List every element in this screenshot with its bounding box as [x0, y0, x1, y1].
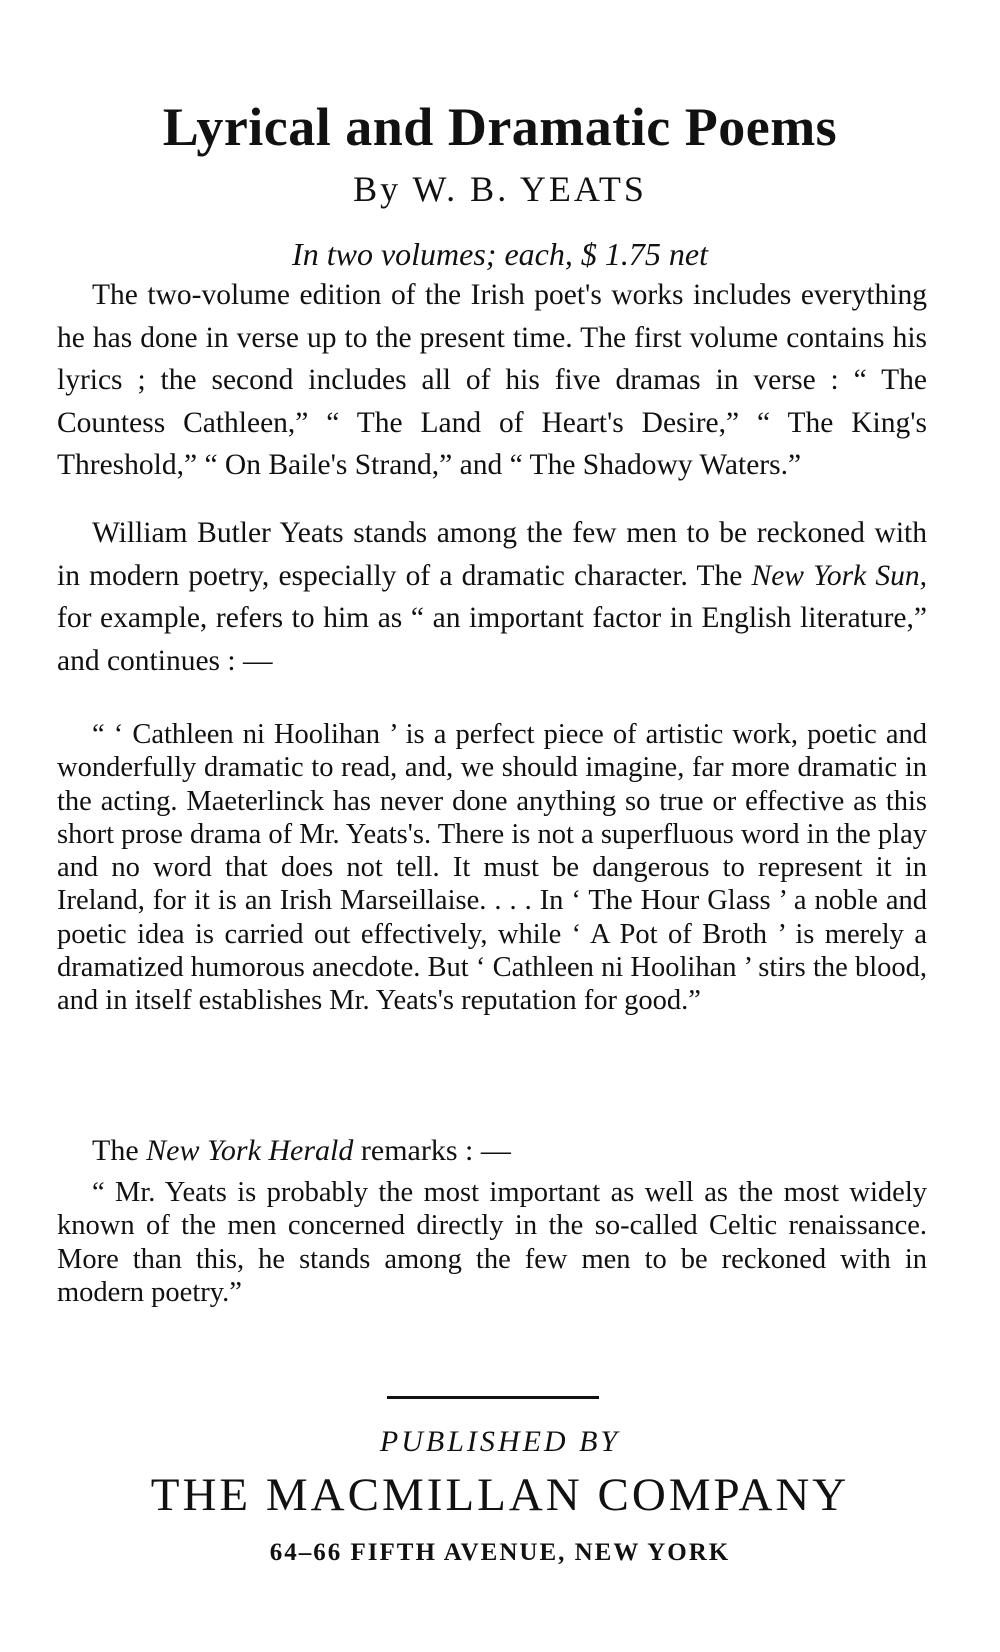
herald-review-intro: [57, 1130, 927, 1173]
herald-intro-continuation: remarks : —: [353, 1134, 511, 1167]
herald-review-quote: “ Mr. Yeats is probably the most important as well as the most widely known of the men concerned directly in the so-called Celtic renaissance. More than this, he stands among the few men to be reckoned with in modern poetry.”: [57, 1177, 927, 1308]
author-byline: By W. B. YEATS: [353, 169, 647, 209]
herald-intro-text: The: [92, 1134, 147, 1167]
description-paragraph: The two-volume edition of the Irish poet's works includes everything he has done in verse up to the present time. The first volume contains his lyrics ; the second includes all of his five dramas in verse : “ The Countess Cathleen,” “ The Land of Heart's Desire,” “ The King's Threshold,” “ On Baile's Strand,” and “ The Shadowy Waters.”: [57, 279, 927, 481]
published-by-label: PUBLISHED BY: [379, 1425, 621, 1458]
section-divider: [387, 1396, 599, 1399]
page-title: Lyrical and Dramatic Poems: [162, 97, 838, 157]
sun-intro-continuation: for example, refers to him as “ an important factor in English literature,” and continues : —: [57, 602, 927, 677]
sun-intro-text: William Butler Yeats stands among the few men to be reckoned with in modern poetry, especially of a dramatic character. The: [57, 517, 927, 592]
sun-review-quote: “ ‘ Cathleen ni Hoolihan ’ is a perfect piece of artistic work, poetic and wonderfully dramatic to read, and, we should imagine, far more dramatic in the acting. Maeterlinck has never done anything so true or effective as this short prose drama of Mr. Yeats's. There is not a superfluous word in the play and no word that does not tell. It must be dangerous to represent it in Ireland, for it is an Irish Marseillaise. . . . In ‘ The Hour Glass ’ a noble and poetic idea is carried out effectively, while ‘ A Pot of Broth ’ is merely a dramatized humorous anecdote. But ‘ Cathleen ni Hoolihan ’ stirs the blood, and in itself establishes Mr. Yeats's reputation for good.”: [57, 719, 927, 1017]
sun-review-intro-paragraph: [57, 512, 927, 682]
sun-source-title: New York Sun,: [751, 559, 928, 592]
volumes-price-line: In two volumes; each, $ 1.75 net: [292, 236, 708, 272]
herald-source-title: New York Herald: [146, 1134, 354, 1167]
publisher-address: 64–66 FIFTH AVENUE, NEW YORK: [269, 1539, 731, 1566]
publisher-name: THE MACMILLAN COMPANY: [150, 1469, 850, 1521]
